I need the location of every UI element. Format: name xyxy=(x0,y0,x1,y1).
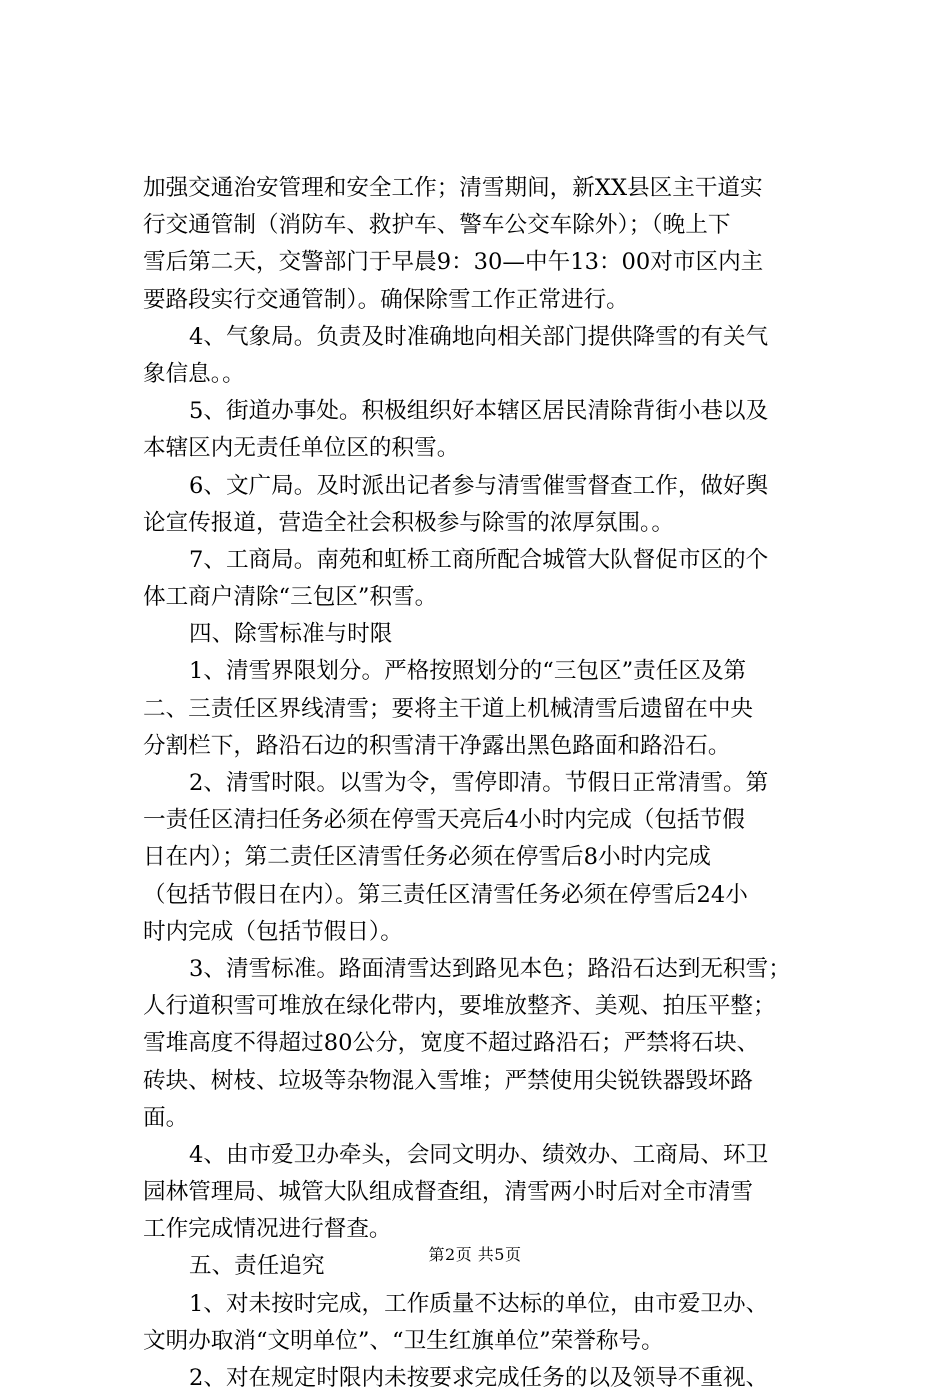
text-line: 一责任区清扫任务必须在停雪天亮后4小时内完成（包括节假 xyxy=(143,807,745,834)
text-line: 雪后第二天，交警部门于早晨9：30—中午13：00对市区内主 xyxy=(143,249,764,276)
paragraph-start-line: 5、街道办事处。积极组织好本辖区居民清除背街小巷以及 xyxy=(189,398,769,425)
text-line: 雪堆高度不得超过80公分，宽度不超过路沿石；严禁将石块、 xyxy=(143,1030,760,1057)
text-line: 行交通管制（消防车、救护车、警车公交车除外）；（晚上下 xyxy=(143,212,731,239)
section-heading: 五、责任追究 xyxy=(189,1253,325,1280)
text-line: （包括节假日在内）。第三责任区清雪任务必须在停雪后24小 xyxy=(143,881,748,908)
paragraph-start-line: 2、对在规定时限内未按要求完成任务的以及领导不重视、 xyxy=(189,1365,769,1391)
text-line: 本辖区内无责任单位区的积雪。 xyxy=(143,435,460,462)
text-line: 时内完成（包括节假日）。 xyxy=(143,918,403,945)
text-line: 人行道积雪可堆放在绿化带内，要堆放整齐、美观、拍压平整； xyxy=(143,993,776,1020)
paragraph-start-line: 3、清雪标准。路面清雪达到路见本色；路沿石达到无积雪； xyxy=(189,955,791,982)
paragraph-start-line: 1、清雪界限划分。严格按照划分的“三包区”责任区及第 xyxy=(189,658,747,685)
paragraph-start-line: 7、工商局。南苑和虹桥工商所配合城管大队督促市区的个 xyxy=(189,546,769,573)
paragraph-start-line: 4、气象局。负责及时准确地向相关部门提供降雪的有关气 xyxy=(189,323,769,350)
text-line: 加强交通治安管理和安全工作；清雪期间，新XX县区主干道实 xyxy=(143,175,763,201)
page-number-footer: 第2页 共5页 xyxy=(428,1245,522,1264)
text-line: 二、三责任区界线清雪；要将主干道上机械清雪后遗留在中央 xyxy=(143,695,754,722)
section-heading: 四、除雪标准与时限 xyxy=(189,621,393,648)
document-body xyxy=(143,170,833,1397)
text-line: 日在内）；第二责任区清雪任务必须在停雪后8小时内完成 xyxy=(143,844,711,871)
paragraph-start-line: 4、由市爱卫办牵头，会同文明办、绩效办、工商局、环卫 xyxy=(189,1141,769,1168)
paragraph-start-line: 1、对未按时完成，工作质量不达标的单位，由市爱卫办、 xyxy=(189,1290,769,1317)
text-line: 论宣传报道，营造全社会积极参与除雪的浓厚氛围。。 xyxy=(143,509,674,536)
text-line: 体工商户清除“三包区”积雪。 xyxy=(143,584,438,611)
paragraph-start-line: 2、清雪时限。以雪为令，雪停即清。节假日正常清雪。第 xyxy=(189,770,769,796)
text-line: 砖块、树枝、垃圾等杂物混入雪堆；严禁使用尖锐铁器毁坏路 xyxy=(143,1067,754,1094)
text-line: 文明办取消“文明单位”、“卫生红旗单位”荣誉称号。 xyxy=(143,1327,664,1354)
text-line: 分割栏下，路沿石边的积雪清干净露出黑色路面和路沿石。 xyxy=(143,732,731,759)
text-line: 工作完成情况进行督查。 xyxy=(143,1216,392,1243)
text-line: 象信息。。 xyxy=(143,360,245,387)
text-line: 园林管理局、城管大队组成督查组，清雪两小时后对全市清雪 xyxy=(143,1179,754,1206)
text-line: 面。 xyxy=(143,1104,189,1131)
text-line: 要路段实行交通管制）。确保除雪工作正常进行。 xyxy=(143,286,629,313)
paragraph-start-line: 6、文广局。及时派出记者参与清雪催雪督查工作，做好舆 xyxy=(189,472,769,499)
